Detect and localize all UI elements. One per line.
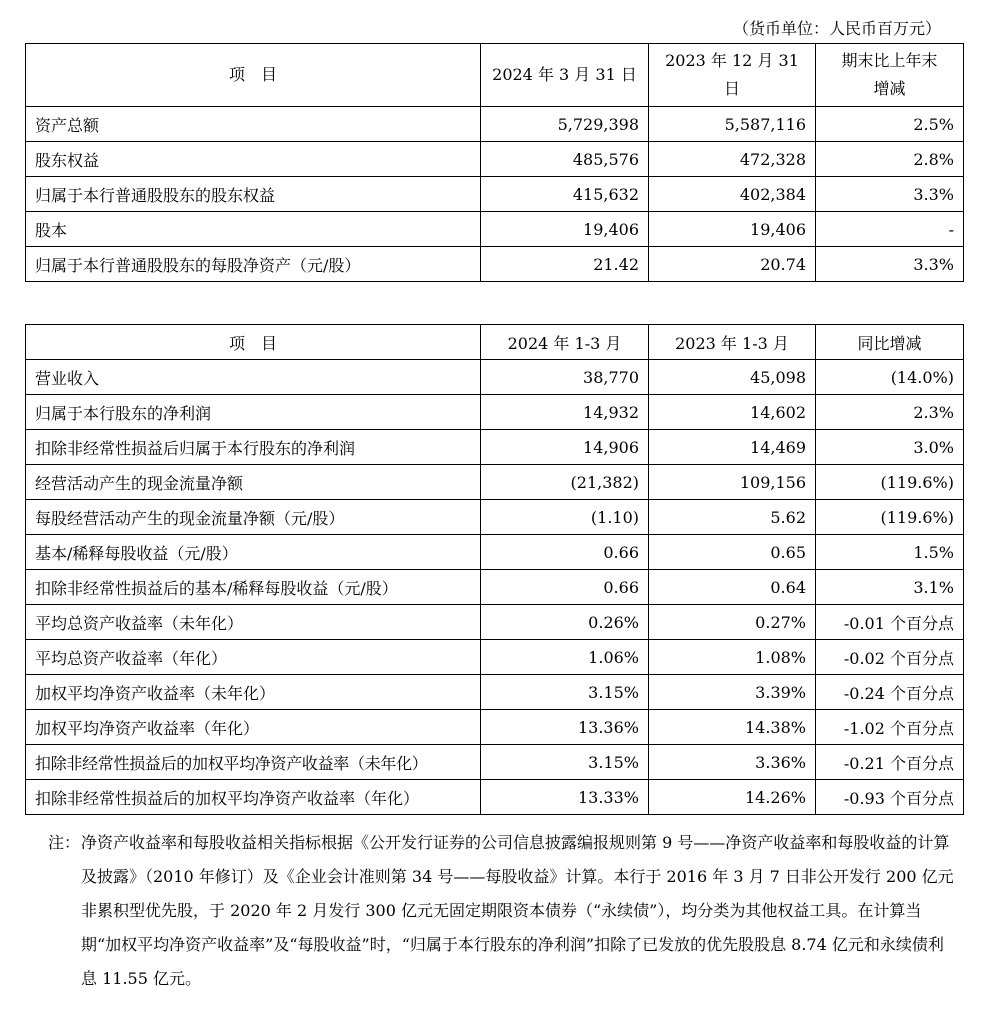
value-prior: 1.08% (649, 640, 816, 675)
value-prior: 19,406 (649, 212, 816, 247)
row-label: 股东权益 (26, 142, 481, 177)
header-period-prior: 2023 年 1-3 月 (649, 325, 816, 360)
value-change: 1.5% (816, 535, 964, 570)
table-row (26, 177, 964, 212)
value-change: -0.21 个百分点 (816, 745, 964, 780)
header-period-current: 2024 年 1-3 月 (481, 325, 649, 360)
table-row (26, 212, 964, 247)
table-row (26, 605, 964, 640)
value-current: 415,632 (481, 177, 649, 212)
value-prior: 402,384 (649, 177, 816, 212)
row-label: 归属于本行普通股股东的每股净资产（元/股） (26, 247, 481, 282)
value-prior: 109,156 (649, 465, 816, 500)
table-row (26, 535, 964, 570)
row-label: 平均总资产收益率（未年化） (26, 605, 481, 640)
row-label: 扣除非经常性损益后归属于本行股东的净利润 (26, 430, 481, 465)
row-label: 扣除非经常性损益后的基本/稀释每股收益（元/股） (26, 570, 481, 605)
value-prior: 14,602 (649, 395, 816, 430)
value-current: 14,906 (481, 430, 649, 465)
row-label: 每股经营活动产生的现金流量净额（元/股） (26, 500, 481, 535)
value-current: 21.42 (481, 247, 649, 282)
table-row (26, 640, 964, 675)
header-period-prior: 2023 年 12 月 31 日 (649, 44, 816, 107)
value-current: 3.15% (481, 675, 649, 710)
value-change: 3.0% (816, 430, 964, 465)
value-prior: 3.36% (649, 745, 816, 780)
value-change: -1.02 个百分点 (816, 710, 964, 745)
table-header-row (26, 325, 964, 360)
value-change: 2.8% (816, 142, 964, 177)
header-change: 同比增减 (816, 325, 964, 360)
row-label: 扣除非经常性损益后的加权平均净资产收益率（未年化） (26, 745, 481, 780)
value-change: (119.6%) (816, 500, 964, 535)
table-row (26, 107, 964, 142)
table-row (26, 395, 964, 430)
currency-unit-note: （货币单位：人民币百万元） (732, 19, 941, 38)
row-label: 加权平均净资产收益率（年化） (26, 710, 481, 745)
row-label: 加权平均净资产收益率（未年化） (26, 675, 481, 710)
value-change: -0.93 个百分点 (816, 780, 964, 815)
value-prior: 14,469 (649, 430, 816, 465)
value-current: 3.15% (481, 745, 649, 780)
value-prior: 5,587,116 (649, 107, 816, 142)
row-label: 资产总额 (26, 107, 481, 142)
value-current: 38,770 (481, 360, 649, 395)
header-change: 期末比上年末增减 (816, 44, 964, 107)
value-change: (14.0%) (816, 360, 964, 395)
row-label: 平均总资产收益率（年化） (26, 640, 481, 675)
footnote-label: 注： (48, 833, 81, 852)
value-prior: 20.74 (649, 247, 816, 282)
row-label: 基本/稀释每股收益（元/股） (26, 535, 481, 570)
table-row (26, 247, 964, 282)
value-prior: 3.39% (649, 675, 816, 710)
value-current: 13.33% (481, 780, 649, 815)
value-current: 0.26% (481, 605, 649, 640)
header-period-current: 2024 年 3 月 31 日 (481, 44, 649, 107)
row-label: 营业收入 (26, 360, 481, 395)
table-row (26, 142, 964, 177)
table-row (26, 465, 964, 500)
table-row (26, 500, 964, 535)
value-change: 2.3% (816, 395, 964, 430)
value-current: 13.36% (481, 710, 649, 745)
value-change: -0.24 个百分点 (816, 675, 964, 710)
table-row (26, 360, 964, 395)
value-current: 19,406 (481, 212, 649, 247)
value-prior: 5.62 (649, 500, 816, 535)
value-change: 3.1% (816, 570, 964, 605)
table-row (26, 780, 964, 815)
row-label: 扣除非经常性损益后的加权平均净资产收益率（年化） (26, 780, 481, 815)
table-row (26, 745, 964, 780)
value-change: 2.5% (816, 107, 964, 142)
value-change: -0.01 个百分点 (816, 605, 964, 640)
value-current: 1.06% (481, 640, 649, 675)
row-label: 归属于本行普通股股东的股东权益 (26, 177, 481, 212)
value-current: 0.66 (481, 570, 649, 605)
income-table (25, 324, 964, 815)
value-change: 3.3% (816, 177, 964, 212)
value-current: (21,382) (481, 465, 649, 500)
header-item: 项 目 (26, 325, 481, 360)
value-prior: 472,328 (649, 142, 816, 177)
table-row (26, 710, 964, 745)
value-current: 0.66 (481, 535, 649, 570)
value-prior: 0.65 (649, 535, 816, 570)
balance-sheet-table (25, 43, 964, 282)
value-prior: 14.26% (649, 780, 816, 815)
value-current: (1.10) (481, 500, 649, 535)
value-current: 5,729,398 (481, 107, 649, 142)
header-item: 项 目 (26, 44, 481, 107)
value-current: 14,932 (481, 395, 649, 430)
row-label: 归属于本行股东的净利润 (26, 395, 481, 430)
value-prior: 45,098 (649, 360, 816, 395)
footnote (48, 826, 958, 996)
value-change: (119.6%) (816, 465, 964, 500)
value-prior: 0.27% (649, 605, 816, 640)
value-change: - (816, 212, 964, 247)
value-prior: 0.64 (649, 570, 816, 605)
value-prior: 14.38% (649, 710, 816, 745)
value-change: -0.02 个百分点 (816, 640, 964, 675)
table-row (26, 430, 964, 465)
value-change: 3.3% (816, 247, 964, 282)
table-header-row (26, 44, 964, 107)
value-current: 485,576 (481, 142, 649, 177)
row-label: 经营活动产生的现金流量净额 (26, 465, 481, 500)
table-row (26, 570, 964, 605)
row-label: 股本 (26, 212, 481, 247)
footnote-text: 净资产收益率和每股收益相关指标根据《公开发行证券的公司信息披露编报规则第 9 号——净资产收益率和每股收益的计算及披露》（2010 年修订）及《企业会计准则第 34 号——每股收益》计算。本行于 2016 年 3 月 7 日非公开发行 200 亿元非累积型优先股，于 2020 年 2 月发行 300 亿元无固定期限资本债券（“永续债”），均分类为其他权益工具。在计算当期“加权平均净资产收益率”及“每股收益”时，“归属于本行股东的净利润”扣除了已发放的优先股股息 8.74 亿元和永续债利息 11.55 亿元。 (81, 833, 954, 988)
table-row (26, 675, 964, 710)
